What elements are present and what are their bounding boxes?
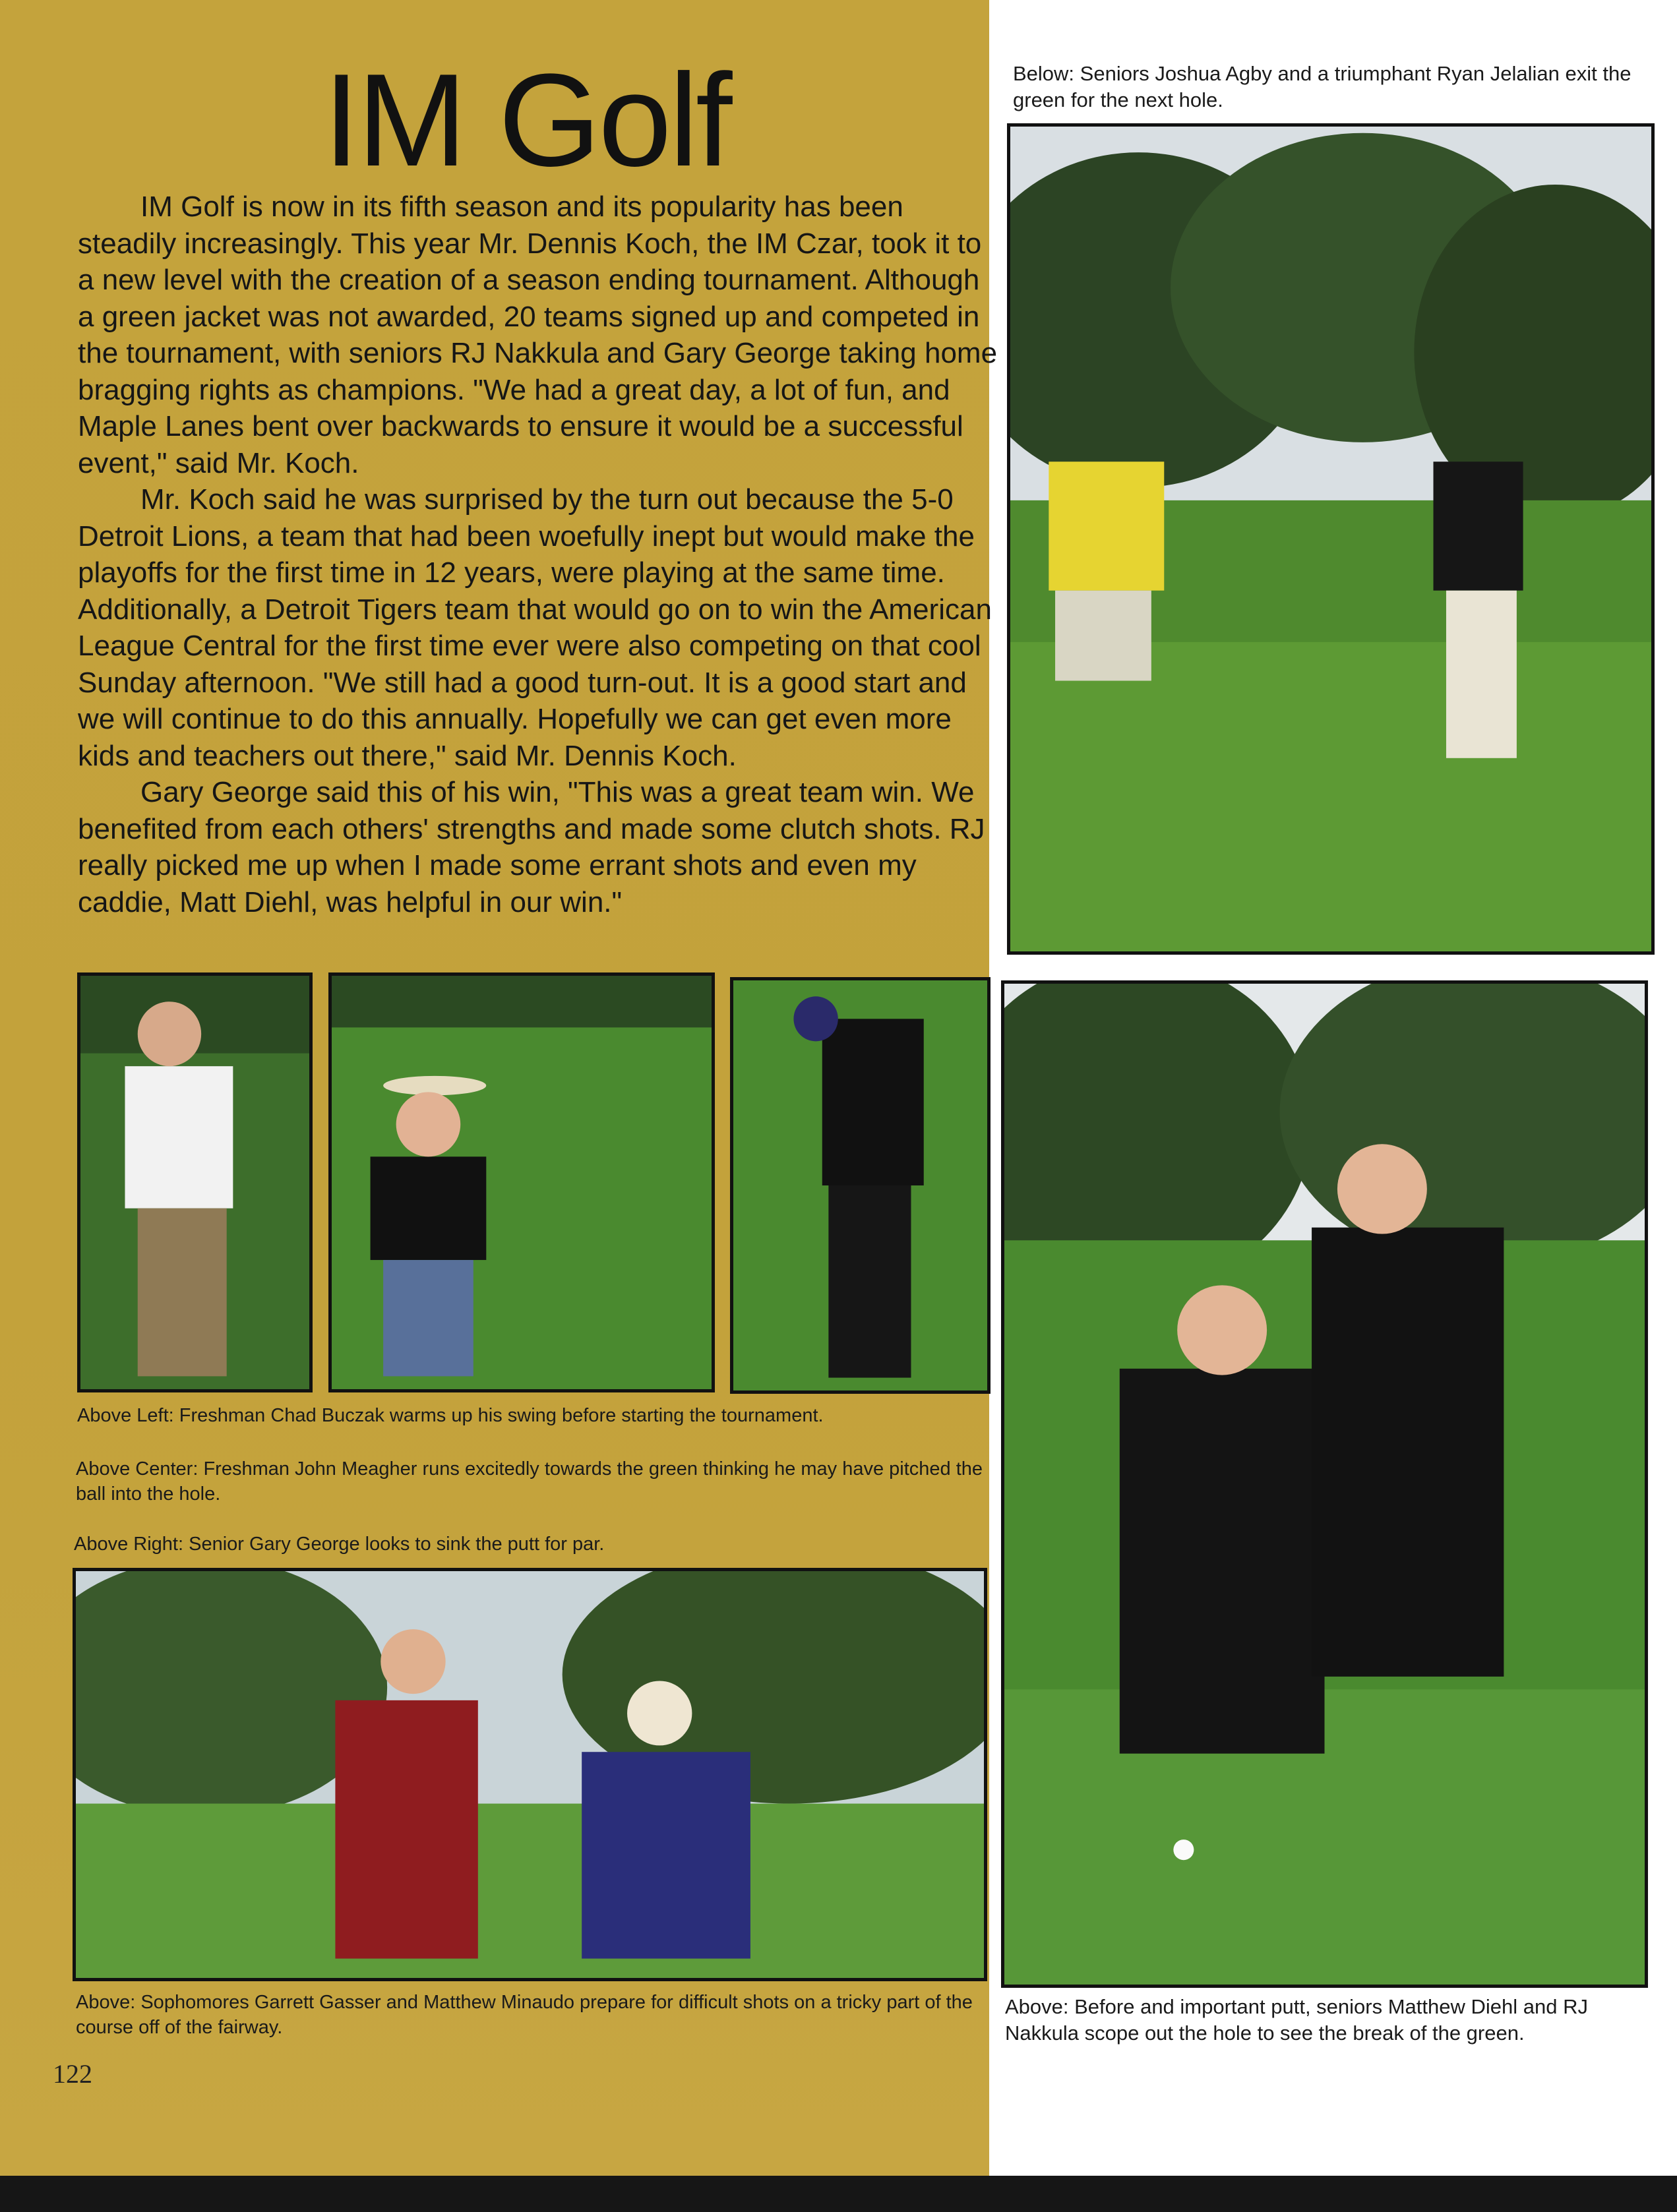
photo-diehl-nakkula-putt bbox=[1001, 980, 1648, 1988]
bottom-dark-band bbox=[0, 2176, 1677, 2212]
photo-seniors-exit-green bbox=[1007, 123, 1655, 955]
photo-john-meagher bbox=[328, 972, 715, 1392]
caption-above-left: Above Left: Freshman Chad Buczak warms up his swing before starting the tournament. bbox=[77, 1405, 824, 1426]
caption-bottom-right: Above: Before and important putt, seniors Matthew Diehl and RJ Nakkula scope out the hole to see the break of the green. bbox=[1005, 1995, 1588, 2045]
photo-chad-buczak bbox=[77, 972, 313, 1392]
photo-sophomores-fairway bbox=[73, 1568, 987, 1981]
page-title: IM Golf bbox=[323, 47, 730, 194]
photo-gary-george-putt bbox=[730, 977, 991, 1394]
article-paragraph: Mr. Koch said he was surprised by the turn out because the 5-0 Detroit Lions, a team that had been woefully inept but would make the playoffs for the first time in 12 years, were playing at the same time. Additionally, a Detroit Tigers team that would go on to win the American League Central for the first time ever were also competing on that cool Sunday afternoon. "We still had a good turn-out. It is a good start and we will continue to do this annually. Hopefully we can get even more kids and teachers out there," said Mr. Dennis Koch. bbox=[78, 483, 992, 772]
caption-above-right: Above Right: Senior Gary George looks to sink the putt for par. bbox=[74, 1534, 605, 1555]
caption-above-center: Above Center: Freshman John Meagher runs excitedly towards the green thinking he may have pitched the ball into the hole. bbox=[76, 1458, 983, 1505]
article-paragraph: IM Golf is now in its fifth season and its popularity has been steadily increasingly. This year Mr. Dennis Koch, the IM Czar, took it to a new level with the creation of a season ending tournament. Although a green jacket was not awarded, 20 teams signed up and competed in the tournament, with seniors RJ Nakkula and Gary George taking home bragging rights as champions. "We had a great day, a lot of fun, and Maple Lanes bent over backwards to ensure it would be a successful event," said Mr. Koch. bbox=[78, 191, 998, 479]
article-paragraph: Gary George said this of his win, "This was a great team win. We benefited from each others' strengths and made some clutch shots. RJ really picked me up when I made some errant shots and even my caddie, Matt Diehl, was helpful in our win." bbox=[78, 776, 985, 918]
caption-bottom-left: Above: Sophomores Garrett Gasser and Matthew Minaudo prepare for difficult shots on a tricky part of the course off of the fairway. bbox=[76, 1992, 973, 2038]
caption-top-right: Below: Seniors Joshua Agby and a triumphant Ryan Jelalian exit the green for the next hole. bbox=[1013, 62, 1631, 111]
page-number: 122 bbox=[53, 2059, 92, 2089]
article-body bbox=[78, 189, 1001, 920]
